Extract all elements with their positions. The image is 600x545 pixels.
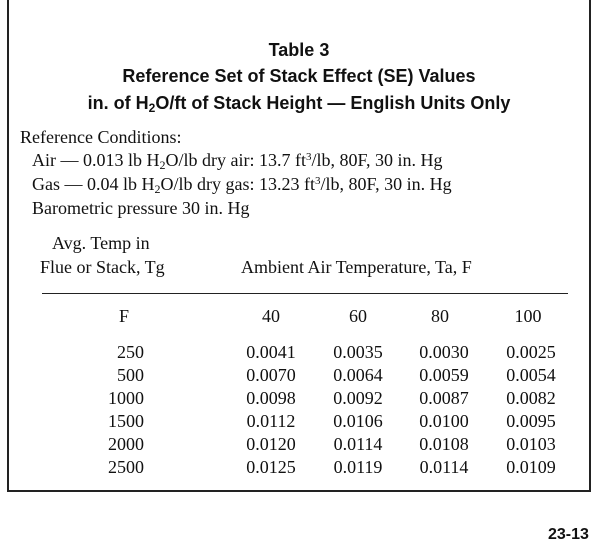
tg-cell: 500 <box>117 365 144 385</box>
se-value-cell: 0.0070 <box>246 365 296 385</box>
ambient-temp-header: Ambient Air Temperature, Ta, F <box>241 257 472 277</box>
page-number: 23-13 <box>548 526 589 543</box>
se-value-cell: 0.0095 <box>506 411 556 431</box>
se-value-cell: 0.0064 <box>333 365 383 385</box>
se-value-cell: 0.0092 <box>333 388 383 408</box>
tg-cell: 1000 <box>108 388 144 408</box>
tg-unit-label: F <box>118 306 129 326</box>
ambient-temp-40: 40 <box>262 306 280 326</box>
ambient-temp-60: 60 <box>349 306 367 326</box>
tg-column-header-line2: Flue or Stack, Tg <box>40 257 165 277</box>
se-value-cell: 0.0120 <box>246 434 296 454</box>
table-row <box>0 364 600 387</box>
reference-conditions-heading: Reference Conditions: <box>20 127 182 147</box>
se-value-cell: 0.0030 <box>419 342 469 362</box>
ambient-temp-80: 80 <box>431 306 449 326</box>
table-units: in. of $H_2O/ft$ of Stack Height — English Units Only <box>87 93 511 115</box>
se-value-cell: 0.0041 <box>246 342 296 362</box>
table-row <box>0 410 600 433</box>
tg-cell: 2500 <box>108 457 144 477</box>
tg-column-header-line1: Avg. Temp in <box>52 233 150 253</box>
table-row <box>0 456 600 479</box>
tg-cell: 1500 <box>108 411 144 431</box>
table-row <box>0 433 600 456</box>
se-value-cell: 0.0109 <box>506 457 556 477</box>
reference-gas-condition: Gas — 0.04 lb $H_2O/lb$ dry gas: 13.23 $ft^3/lb$, 80F, 30 in. Hg <box>32 174 452 196</box>
se-value-cell: 0.0087 <box>419 388 469 408</box>
se-value-cell: 0.0082 <box>506 388 556 408</box>
reference-barometric-pressure: Barometric pressure 30 in. Hg <box>32 198 250 218</box>
se-value-cell: 0.0098 <box>246 388 296 408</box>
se-value-cell: 0.0112 <box>246 411 296 431</box>
se-value-cell: 0.0054 <box>506 365 556 385</box>
se-value-cell: 0.0106 <box>333 411 383 431</box>
se-value-cell: 0.0114 <box>419 457 469 477</box>
se-value-cell: 0.0035 <box>333 342 383 362</box>
se-value-cell: 0.0108 <box>419 434 469 454</box>
se-value-cell: 0.0119 <box>333 457 383 477</box>
reference-air-condition: Air — 0.013 lb $H_2O/lb$ dry air: 13.7 $ft^3/lb$, 80F, 30 in. Hg <box>32 150 443 172</box>
header-rule <box>42 293 568 294</box>
se-value-cell: 0.0025 <box>506 342 556 362</box>
se-value-cell: 0.0114 <box>333 434 383 454</box>
ambient-temp-100: 100 <box>514 306 542 326</box>
table-frame-bottom-border <box>7 490 591 492</box>
table-row <box>0 341 600 364</box>
tg-cell: 250 <box>117 342 144 362</box>
se-value-cell: 0.0059 <box>419 365 469 385</box>
table-title: Reference Set of Stack Effect (SE) Values <box>122 66 476 86</box>
tg-cell: 2000 <box>108 434 144 454</box>
se-value-cell: 0.0100 <box>419 411 469 431</box>
table-row <box>0 387 600 410</box>
se-value-cell: 0.0103 <box>506 434 556 454</box>
se-value-cell: 0.0125 <box>246 457 296 477</box>
table-label: Table 3 <box>268 40 330 60</box>
